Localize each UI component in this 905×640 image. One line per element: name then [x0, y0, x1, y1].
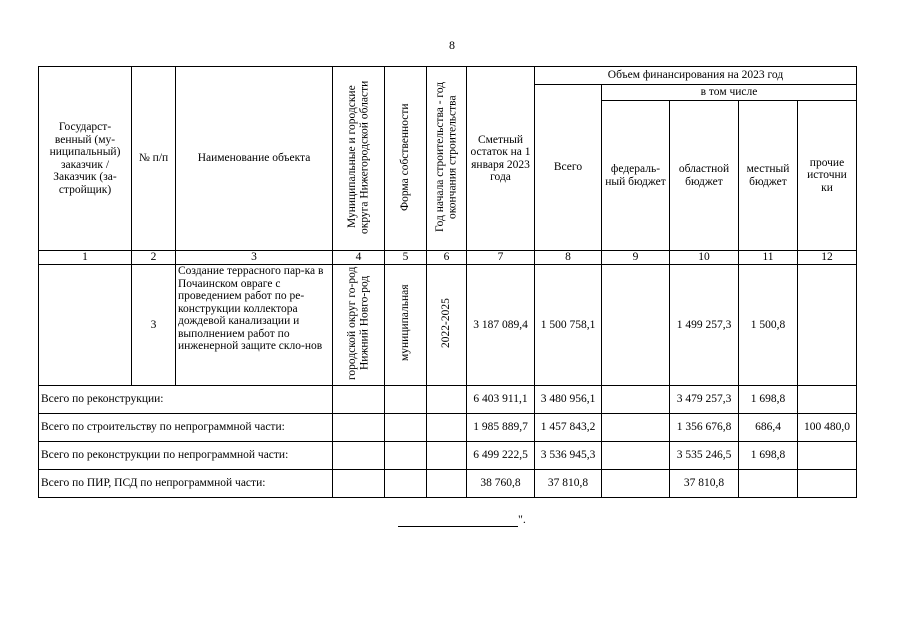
header-including: в том числе [602, 85, 857, 101]
col-number: 12 [798, 251, 857, 265]
col-number: 5 [385, 251, 427, 265]
col-number: 4 [333, 251, 385, 265]
col-number: 8 [535, 251, 602, 265]
object-other [798, 265, 857, 386]
col-number: 9 [602, 251, 670, 265]
object-estimate: 3 187 089,4 [467, 265, 535, 386]
summary-federal [602, 385, 670, 413]
summary-row [39, 413, 857, 441]
header-num: № п/п [132, 67, 176, 251]
summary-local [739, 469, 798, 497]
summary-estimate: 6 499 222,5 [467, 441, 535, 469]
summary-label: Всего по реконструкции по непрограммной части: [39, 441, 333, 469]
summary-estimate: 6 403 911,1 [467, 385, 535, 413]
col-number: 10 [670, 251, 739, 265]
summary-estimate: 1 985 889,7 [467, 413, 535, 441]
summary-other [798, 469, 857, 497]
object-name: Создание террасного пар-ка в Почаинском овраге с проведением работ по ре-конструкции коллектора дождевой канализации и выполнением работ по инженерной защите скло-нов [176, 265, 333, 386]
summary-regional: 3 535 246,5 [670, 441, 739, 469]
summary-regional: 3 479 257,3 [670, 385, 739, 413]
summary-total: 1 457 843,2 [535, 413, 602, 441]
summary-other: 100 480,0 [798, 413, 857, 441]
summary-other [798, 385, 857, 413]
summary-total: 3 536 945,3 [535, 441, 602, 469]
col-number: 7 [467, 251, 535, 265]
summary-regional: 37 810,8 [670, 469, 739, 497]
header-regional: областной бюджет [670, 101, 739, 251]
summary-row [39, 441, 857, 469]
col-number: 1 [39, 251, 132, 265]
summary-total: 3 480 956,1 [535, 385, 602, 413]
summary-regional: 1 356 676,8 [670, 413, 739, 441]
summary-estimate: 38 760,8 [467, 469, 535, 497]
header-total: Всего [535, 85, 602, 251]
summary-label: Всего по строительству по непрограммной части: [39, 413, 333, 441]
closing-mark: ". [518, 512, 526, 526]
closing-line [398, 512, 526, 527]
header-municipality: Муниципальные и городские округа Нижегородской области [346, 80, 371, 234]
summary-local: 1 698,8 [739, 441, 798, 469]
summary-federal [602, 441, 670, 469]
header-ownership: Форма собственности [399, 102, 412, 211]
object-years: 2022-2025 [440, 298, 453, 348]
object-regional: 1 499 257,3 [670, 265, 739, 386]
col-number: 3 [176, 251, 333, 265]
object-municipality: городской округ го-род Нижний Новго-род [346, 266, 371, 380]
header-local: местный бюджет [739, 101, 798, 251]
object-row [39, 265, 857, 386]
object-total: 1 500 758,1 [535, 265, 602, 386]
header-estimate: Сметный остаток на 1 января 2023 года [467, 67, 535, 251]
header-other: прочие источни ки [798, 101, 857, 251]
col-number: 6 [427, 251, 467, 265]
header-federal: федераль-ный бюджет [602, 101, 670, 251]
header-customer: Государст-венный (му-ниципальный) заказчик / Заказчик (за-стройщик) [39, 67, 132, 251]
summary-federal [602, 413, 670, 441]
header-financing: Объем финансирования на 2023 год [535, 67, 857, 85]
summary-federal [602, 469, 670, 497]
col-number: 11 [739, 251, 798, 265]
financing-table [38, 66, 857, 498]
object-ownership: муниципальная [399, 284, 412, 362]
object-local: 1 500,8 [739, 265, 798, 386]
summary-total: 37 810,8 [535, 469, 602, 497]
summary-local: 686,4 [739, 413, 798, 441]
object-num: 3 [132, 265, 176, 386]
header-object-name: Наименование объекта [176, 67, 333, 251]
column-numbers-row [39, 251, 857, 265]
summary-row [39, 385, 857, 413]
summary-local: 1 698,8 [739, 385, 798, 413]
summary-label: Всего по ПИР, ПСД по непрограммной части: [39, 469, 333, 497]
object-customer [39, 265, 132, 386]
summary-other [798, 441, 857, 469]
col-number: 2 [132, 251, 176, 265]
header-years: Год начала строительства - год окончания строительства [434, 81, 459, 232]
object-federal [602, 265, 670, 386]
summary-label: Всего по реконструкции: [39, 385, 333, 413]
summary-row [39, 469, 857, 497]
page-number: 8 [449, 38, 455, 52]
signature-underline [398, 516, 518, 527]
